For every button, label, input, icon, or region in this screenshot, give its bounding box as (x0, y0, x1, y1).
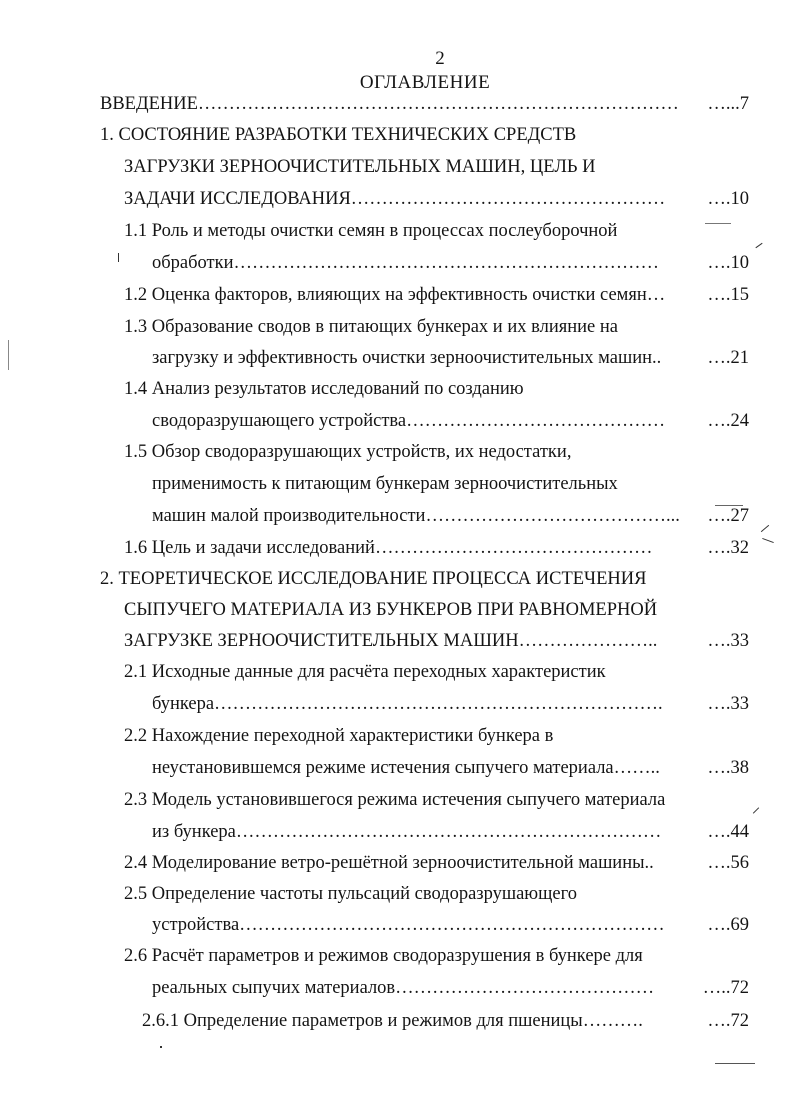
toc-entry-s1-3-a: 1.3 Образование сводов в питающих бункерах и их влияние на (124, 317, 618, 337)
scan-mark (761, 525, 769, 532)
toc-entry-s2-6-a: 2.6 Расчёт параметров и режимов сводоразрушения в бункере для (124, 946, 643, 966)
toc-entry-ch2-a: 2. ТЕОРЕТИЧЕСКОЕ ИССЛЕДОВАНИЕ ПРОЦЕССА ИСТЕЧЕНИЯ (100, 569, 647, 589)
toc-entry-s2-4: 2.4 Моделирование ветро-решётной зерноочистительной машины.. (124, 853, 654, 873)
toc-entry-s2-2-a: 2.2 Нахождение переходной характеристики бункера в (124, 726, 554, 746)
scan-mark (762, 538, 774, 543)
toc-page-number-s1-4-b: ….24 (707, 411, 749, 431)
scan-mark (118, 253, 119, 262)
toc-page-number-s1-2: ….15 (707, 285, 749, 305)
toc-entry-s1-1-b: обработки…………………………………………………………… (152, 253, 660, 273)
scan-mark (715, 1063, 755, 1064)
toc-page-number-s1-6: ….32 (707, 538, 749, 558)
scan-mark (705, 223, 731, 224)
toc-entry-s2-5-a: 2.5 Определение частоты пульсаций сводоразрушающего (124, 884, 577, 904)
toc-entry-ch1-a: 1. СОСТОЯНИЕ РАЗРАБОТКИ ТЕХНИЧЕСКИХ СРЕДСТВ (100, 125, 577, 145)
toc-entry-ch1-b: ЗАГРУЗКИ ЗЕРНООЧИСТИТЕЛЬНЫХ МАШИН, ЦЕЛЬ И (124, 157, 596, 177)
toc-entry-s1-1-a: 1.1 Роль и методы очистки семян в процессах послеуборочной (124, 221, 618, 241)
toc-entry-s2-3-a: 2.3 Модель установившегося режима истечения сыпучего материала (124, 790, 666, 810)
toc-page-number-intro: …...7 (707, 94, 749, 114)
scan-mark (8, 340, 9, 370)
toc-entry-ch2-c: ЗАГРУЗКЕ ЗЕРНООЧИСТИТЕЛЬНЫХ МАШИН………………….. (124, 631, 658, 651)
toc-page-number-s2-4: ….56 (707, 853, 749, 873)
toc-entry-s1-4-a: 1.4 Анализ результатов исследований по созданию (124, 379, 524, 399)
toc-entry-s2-6-1: 2.6.1 Определение параметров и режимов для пшеницы………. (142, 1011, 643, 1031)
toc-entry-s2-3-b: из бункера…………………………………………………………… (152, 822, 662, 842)
toc-page-number-s2-6-1: ….72 (707, 1011, 749, 1031)
scan-mark (753, 807, 759, 813)
toc-page-number-s1-1-b: ….10 (707, 253, 749, 273)
toc-entry-s1-5-c: машин малой производительности…………………………………... (152, 506, 680, 526)
toc-page-number-s1-5-c: ….27 (707, 506, 749, 526)
toc-page-number-ch1-c: ….10 (707, 189, 749, 209)
toc-entry-s2-2-b: неустановившемся режиме истечения сыпучего материала…….. (152, 758, 660, 778)
toc-entry-s2-6-b: реальных сыпучих материалов…………………………………… (152, 978, 655, 998)
toc-entry-s1-5-a: 1.5 Обзор сводоразрушающих устройств, их недостатки, (124, 442, 572, 462)
toc-entry-s2-1-b: бункера………………………………………………………………. (152, 694, 663, 714)
toc-page-number-s2-2-b: ….38 (707, 758, 749, 778)
toc-entry-s1-3-b: загрузку и эффективность очистки зерноочистительных машин.. (152, 348, 662, 368)
scan-mark (755, 243, 762, 248)
toc-entry-s1-6: 1.6 Цель и задачи исследований……………………………………… (124, 538, 653, 558)
toc-entry-s2-1-a: 2.1 Исходные данные для расчёта переходных характеристик (124, 662, 606, 682)
toc-entry-s1-2: 1.2 Оценка факторов, влияющих на эффективность очистки семян… (124, 285, 666, 305)
toc-entry-ch1-c: ЗАДАЧИ ИССЛЕДОВАНИЯ…………………………………………… (124, 189, 666, 209)
toc-page-number-s2-5-b: ….69 (707, 915, 749, 935)
toc-entry-s1-5-b: применимость к питающим бункерам зерноочистительных (152, 474, 618, 494)
toc-page-number-s2-6-b: …..72 (702, 978, 749, 998)
toc-entry-ch2-b: СЫПУЧЕГО МАТЕРИАЛА ИЗ БУНКЕРОВ ПРИ РАВНОМЕРНОЙ (124, 600, 658, 620)
toc-page-number-s1-3-b: ….21 (707, 348, 749, 368)
page-title: ОГЛАВЛЕНИЕ (359, 72, 491, 93)
page-number: 2 (435, 48, 445, 69)
scan-mark (160, 1046, 162, 1048)
toc-page-number-s2-1-b: ….33 (707, 694, 749, 714)
toc-page-number-ch2-c: ….33 (707, 631, 749, 651)
scan-mark (715, 505, 743, 506)
toc-entry-s1-4-b: сводоразрушающего устройства…………………………………… (152, 411, 666, 431)
toc-page-number-s2-3-b: ….44 (707, 822, 749, 842)
toc-entry-intro: ВВЕДЕНИЕ…………………………………………………………………… (100, 94, 679, 114)
toc-entry-s2-5-b: устройства…………………………………………………………… (152, 915, 665, 935)
